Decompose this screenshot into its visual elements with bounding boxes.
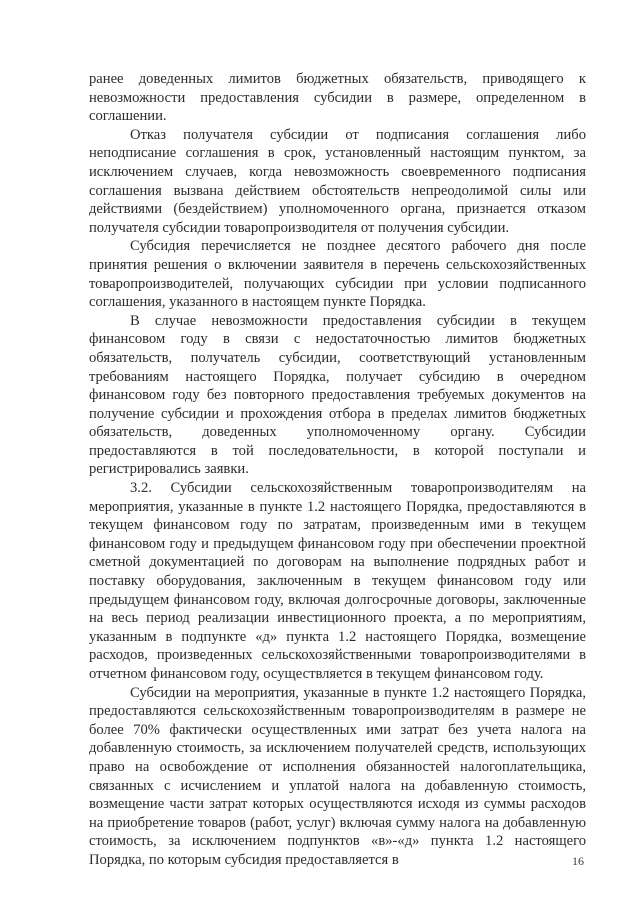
paragraph-transfer: Субсидия перечисляется не позднее десятого рабочего дня после принятия решения о включении заявителя в перечень сельскохозяйственных товаропроизводителей, получающих субсидии при условии подписанного соглашения, указанного в настоящем пункте Порядка. [89,238,586,311]
page-number: 16 [572,854,584,868]
document-body [89,70,586,870]
paragraph-subsidy-amount: Субсидии на мероприятия, указанные в пункте 1.2 настоящего Порядка, предоставляются сельскохозяйственным товаропроизводителям в размере не более 70% фактически осуществленных ими затрат без учета налога на добавленную стоимость, за исключением получателей средств, использующих право на освобождение от исполнения обязанностей налогоплательщика, связанных с исчислением и уплатой налога на добавленную стоимость, возмещение части затрат которых осуществляются исходя из суммы расходов на приобретение товаров (работ, услуг) включая сумму налога на добавленную стоимость, за исключением подпунктов «в»-«д» пункта 1.2 настоящего Порядка, по которым субсидия предоставляется в [89,684,586,868]
paragraph-refusal: Отказ получателя субсидии от подписания соглашения либо неподписание соглашения в срок, установленный настоящим пунктом, за исключением случаев, когда невозможность своевременного подписания соглашения вызвана действием обстоятельств непреодолимой силы или действиями (бездействием) уполномоченного органа, признается отказом получателя субсидии товаропроизводителя от получения субсидии. [89,126,586,236]
paragraph-section-3-2: 3.2. Субсидии сельскохозяйственным товаропроизводителям на мероприятия, указанные в пункте 1.2 настоящего Порядка, предоставляются в текущем финансовом году по затратам, произведенным ими в текущем финансовом году и предыдущем финансовом году при обеспечении проектной сметной документацией по договорам на выполнение подрядных работ и поставку оборудования, заключенным в текущем финансовом году или предыдущем финансовом году, включая долгосрочные договоры, заключенные на весь период реализации инвестиционного проекта, а по мероприятиям, указанным в подпункте «д» пункта 1.2 настоящего Порядка, возмещение расходов, произведенных сельскохозяйственными товаропроизводителями в отчетном финансовом году, осуществляется в текущем финансовом году. [89,480,586,682]
paragraph-insufficient-limits: В случае невозможности предоставления субсидии в текущем финансовом году в связи с недостаточностью лимитов бюджетных обязательств, получатель субсидии, соответствующий установленным требованиям настоящего Порядка, получает субсидию в очередном финансовом году без повторного предоставления требуемых документов на получение субсидии и прохождения отбора в пределах лимитов бюджетных обязательств, доведенных уполномоченному органу. Субсидии предоставляются в той последовательности, в которой поступали и регистрировались заявки. [89,312,586,478]
paragraph-continuation: ранее доведенных лимитов бюджетных обязательств, приводящего к невозможности предоставления субсидии в размере, определенном в соглашении. [89,71,586,125]
